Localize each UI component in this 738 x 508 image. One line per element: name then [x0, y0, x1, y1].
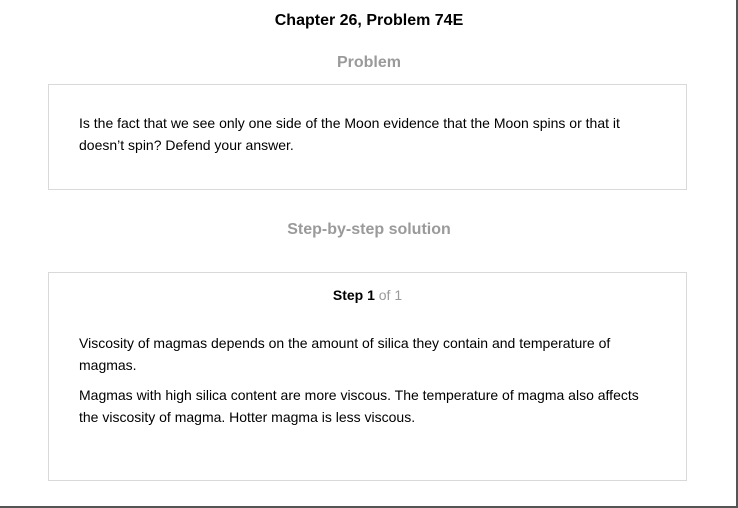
solution-heading: Step-by-step solution: [287, 221, 451, 238]
problem-heading: Problem: [336, 54, 401, 71]
solution-paragraph: Magmas with high silica content are more viscous. The temperature of magma also affects the viscosity of magma. Hotter magma is less viscous.: [79, 387, 639, 425]
solution-paragraph: Viscosity of magmas depends on the amount of silica they contain and temperature of magmas.: [79, 335, 611, 373]
step-label: Step 1: [332, 287, 375, 303]
step-count: of 1: [378, 287, 403, 303]
page-title: Chapter 26, Problem 74E: [274, 12, 464, 29]
solution-card: [48, 272, 687, 481]
problem-text: Is the fact that we see only one side of the Moon evidence that the Moon spins or that it doesn’t spin? Defend your answer.: [79, 115, 620, 153]
step-indicator: [49, 285, 686, 305]
problem-card: [48, 84, 687, 190]
